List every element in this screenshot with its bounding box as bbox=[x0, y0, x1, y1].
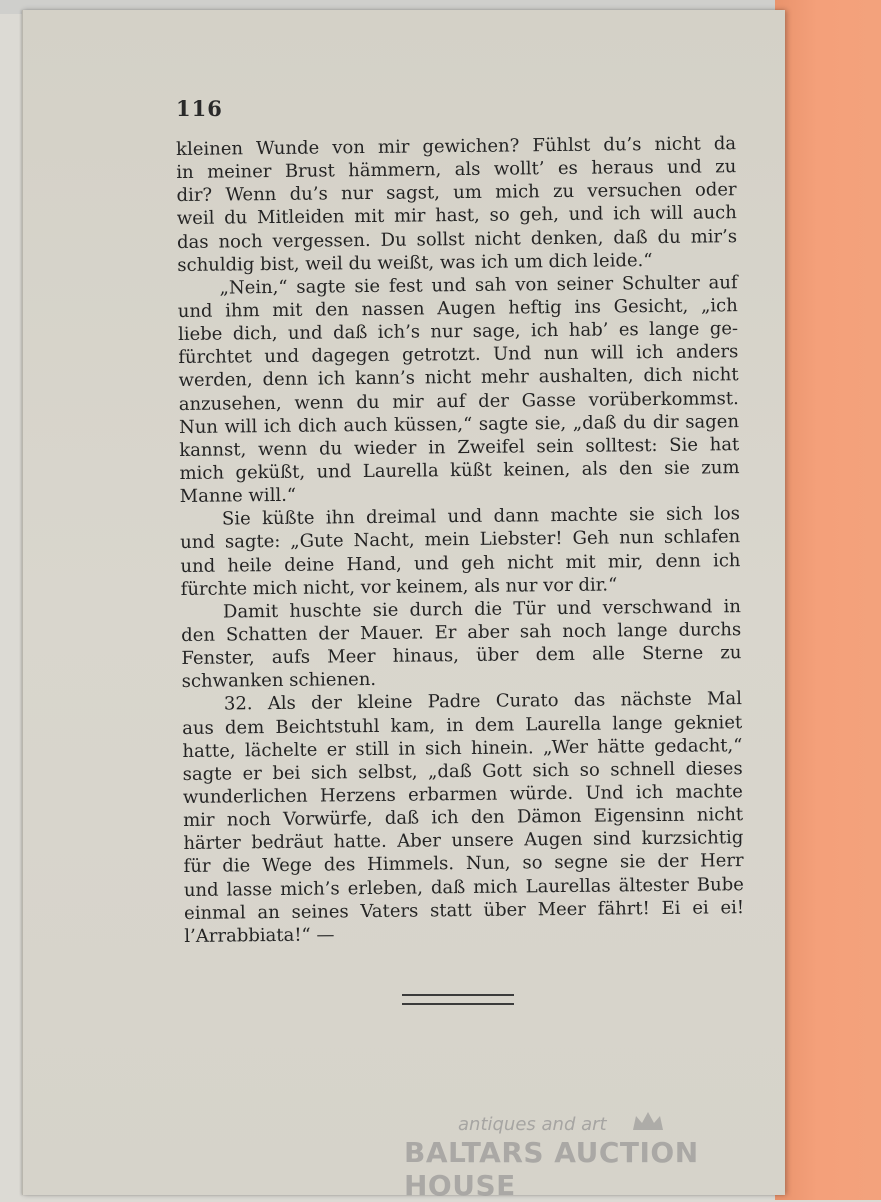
text-line: für die Wege des Himmels. Nun, so segne sie der Herr bbox=[183, 850, 744, 878]
crown-icon bbox=[630, 1110, 666, 1132]
text-line: kleinen Wunde von mir gewichen? Fühlst du’s nicht da bbox=[176, 133, 737, 160]
text-line: dir? Wenn du’s nur sagst, um mich zu versuchen oder bbox=[176, 179, 737, 207]
text-line: fürchte mich nicht, vor keinem, als nur vor dir.“ bbox=[180, 574, 618, 600]
text-line: Manne will.“ bbox=[179, 484, 297, 508]
text-line: in meiner Brust hämmern, als wollt’ es heraus und zu bbox=[176, 156, 737, 184]
text-line: und heile deine Hand, und geh nicht mit mir, denn ich bbox=[180, 549, 741, 577]
text-line: sagte er bei sich selbst, „daß Gott sich so schnell dieses bbox=[182, 757, 743, 785]
text-line: Damit huschte sie durch die Tür und verschwand in bbox=[222, 595, 742, 623]
text-line: „Nein,“ sagte sie fest und sah von seiner Schulter auf bbox=[219, 271, 738, 299]
text-line: kannst, wenn du wieder in Zweifel sein solltest: Sie hat bbox=[179, 433, 740, 461]
orange-backdrop bbox=[775, 0, 881, 1200]
body-text bbox=[176, 132, 744, 948]
text-line: Fenster, aufs Meer hinaus, über dem alle Sterne zu bbox=[181, 642, 742, 670]
text-line: liebe dich, und daß ich’s nur sage, ich hab’ es lange ge- bbox=[177, 318, 739, 346]
text-line: einmal an seines Vaters statt über Meer fährt! Ei ei ei! bbox=[184, 896, 745, 924]
watermark bbox=[404, 1110, 804, 1202]
text-line: mich geküßt, und Laurella küßt keinen, als den sie zum bbox=[179, 457, 740, 484]
text-line: schuldig bist, weil du weißt, was ich um dich leide.“ bbox=[177, 249, 653, 276]
text-line: schwanken schienen. bbox=[181, 669, 377, 693]
text-line: mir noch Vorwürfe, daß ich den Dämon Eigensinn nicht bbox=[183, 804, 744, 832]
end-rule bbox=[402, 994, 514, 1005]
text-line: und ihm mit den nassen Augen heftig ins Gesicht, „ich bbox=[177, 295, 738, 322]
text-line: und sagte: „Gute Nacht, mein Liebster! Geh nun schlafen bbox=[180, 526, 741, 554]
text-line: hatte, lächelte er still in sich hinein. „Wer hätte gedacht,“ bbox=[182, 734, 743, 762]
text-line: werden, denn ich kann’s nicht mehr aushalten, dich nicht bbox=[178, 364, 739, 392]
watermark-brand: BALTARS AUCTION HOUSE bbox=[404, 1136, 699, 1202]
watermark-tagline: antiques and art bbox=[458, 1114, 607, 1135]
text-line: wunderlichen Herzens erbarmen würde. Und ich machte bbox=[182, 781, 743, 808]
text-line: fürchtet und dagegen getrotzt. Und nun will ich anders bbox=[178, 341, 739, 369]
text-line: Sie küßte ihn dreimal und dann machte sie sich los bbox=[221, 503, 741, 530]
page-number: 116 bbox=[176, 96, 223, 121]
text-line: aus dem Beichtstuhl kam, in dem Laurella lange gekniet bbox=[182, 711, 743, 739]
text-line: Nun will ich dich auch küssen,“ sagte sie, „daß du dir sagen bbox=[178, 410, 740, 438]
text-line: 32. Als der kleine Padre Curato das nächste Mal bbox=[223, 688, 743, 715]
text-line: und lasse mich’s erleben, daß mich Laurellas ältester Bube bbox=[183, 873, 744, 901]
text-line: den Schatten der Mauer. Er aber sah noch lange durchs bbox=[181, 619, 742, 646]
text-line: l’Arrabbiata!“ — bbox=[184, 924, 335, 947]
text-line: anzusehen, wenn du mir auf der Gasse vorüberkommst. bbox=[178, 387, 739, 415]
text-line: das noch vergessen. Du sollst nicht denken, daß du mir’s bbox=[176, 225, 738, 253]
text-line: weil du Mitleiden mit mir hast, so geh, und ich will auch bbox=[176, 202, 737, 230]
text-line: härter bedräut hatte. Aber unsere Augen sind kurzsichtig bbox=[183, 827, 744, 855]
